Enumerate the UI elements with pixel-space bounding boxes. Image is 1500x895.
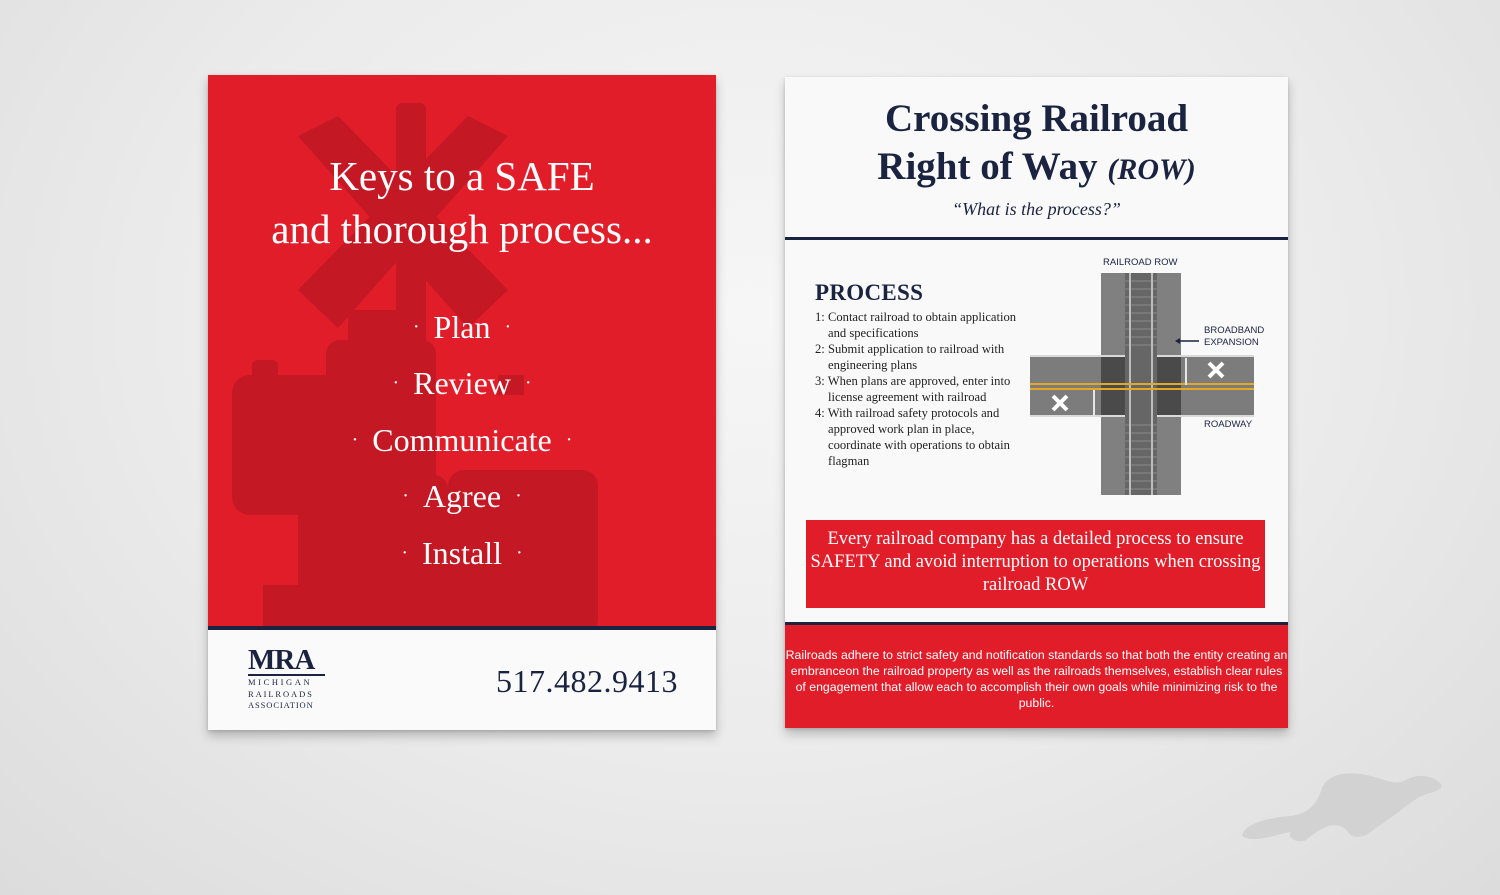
process-steps-list (815, 309, 1025, 469)
bullet-dot-icon: · (515, 541, 523, 564)
row-title-line2: Right of Way (877, 145, 1098, 188)
process-step: 1: Contact railroad to obtain application and specifications (815, 310, 1017, 340)
step-label: Communicate (372, 421, 552, 458)
logo-letters: MRA (248, 647, 325, 676)
diagram-label-broadband (1204, 325, 1264, 349)
process-heading: PROCESS (815, 280, 924, 305)
label-line: EXPANSION (1204, 337, 1259, 348)
phone-number: 517.482.9413 (496, 663, 678, 699)
keys-title-line2: and thorough process... (271, 206, 653, 252)
divider-rule (785, 237, 1288, 240)
logo-line3: ASSOCIATION (248, 700, 314, 710)
bullet-dot-icon: · (401, 541, 408, 564)
step-label: Agree (422, 478, 502, 515)
keys-flyer (208, 75, 716, 730)
bullet-dot-icon: · (392, 372, 400, 395)
row-title-line1: Crossing Railroad (884, 97, 1189, 140)
bullet-dot-icon: · (412, 315, 420, 338)
bullet-dot-icon: · (565, 428, 573, 451)
diagram-label-roadway: ROADWAY (1204, 419, 1253, 430)
bullet-dot-icon: · (515, 485, 522, 508)
footer-statement: Railroads adhere to strict safety and notification standards so that both the entity creating an embranceon the railroad property as well as the railroads themselves, establish clear rules of engagement that allow each to accomplish their own goals while minimizing risk to the public. (785, 625, 1288, 728)
step-label: Install (422, 534, 502, 571)
label-line: BROADBAND (1204, 325, 1265, 336)
process-step: 3: When plans are approved, enter into license agreement with railroad (815, 374, 1011, 404)
railroad-crossing-diagram-icon (1027, 255, 1277, 500)
ferret-silhouette-icon (1236, 766, 1446, 846)
step-label: Review (413, 365, 511, 402)
row-title-abbr: (ROW) (1107, 153, 1196, 186)
divider-rule (208, 626, 716, 630)
keys-step (208, 414, 716, 470)
process-step: 2: Submit application to railroad with engineering plans (815, 342, 1005, 372)
row-flyer (785, 77, 1288, 728)
bullet-dot-icon: · (402, 485, 409, 508)
bullet-dot-icon: · (351, 428, 359, 451)
process-step: 4: With railroad safety protocols and approved work plan in place, coordinate with operations to obtain flagman (815, 406, 1010, 468)
row-subtitle: “What is the process?” (952, 199, 1121, 219)
row-title (785, 95, 1288, 194)
keys-step (208, 357, 716, 413)
bullet-dot-icon: · (524, 372, 532, 395)
mra-logo (248, 644, 326, 711)
keys-steps-list (208, 301, 716, 583)
logo-line1: MICHIGAN (248, 677, 313, 687)
safety-callout: Every railroad company has a detailed process to ensure SAFETY and avoid interruption to operations when crossing railroad ROW (806, 520, 1265, 608)
diagram-label-railroad-row: RAILROAD ROW (1103, 257, 1178, 268)
flyer-red-panel (208, 75, 716, 626)
logo-line2: RAILROADS (248, 688, 314, 699)
keys-step (208, 527, 716, 583)
keys-title (208, 150, 716, 256)
keys-step (208, 470, 716, 526)
bullet-dot-icon: · (504, 315, 512, 338)
keys-step (208, 301, 716, 357)
crossing-diagram (1027, 255, 1277, 500)
step-label: Plan (433, 309, 491, 345)
keys-title-line1: Keys to a SAFE (329, 153, 595, 199)
